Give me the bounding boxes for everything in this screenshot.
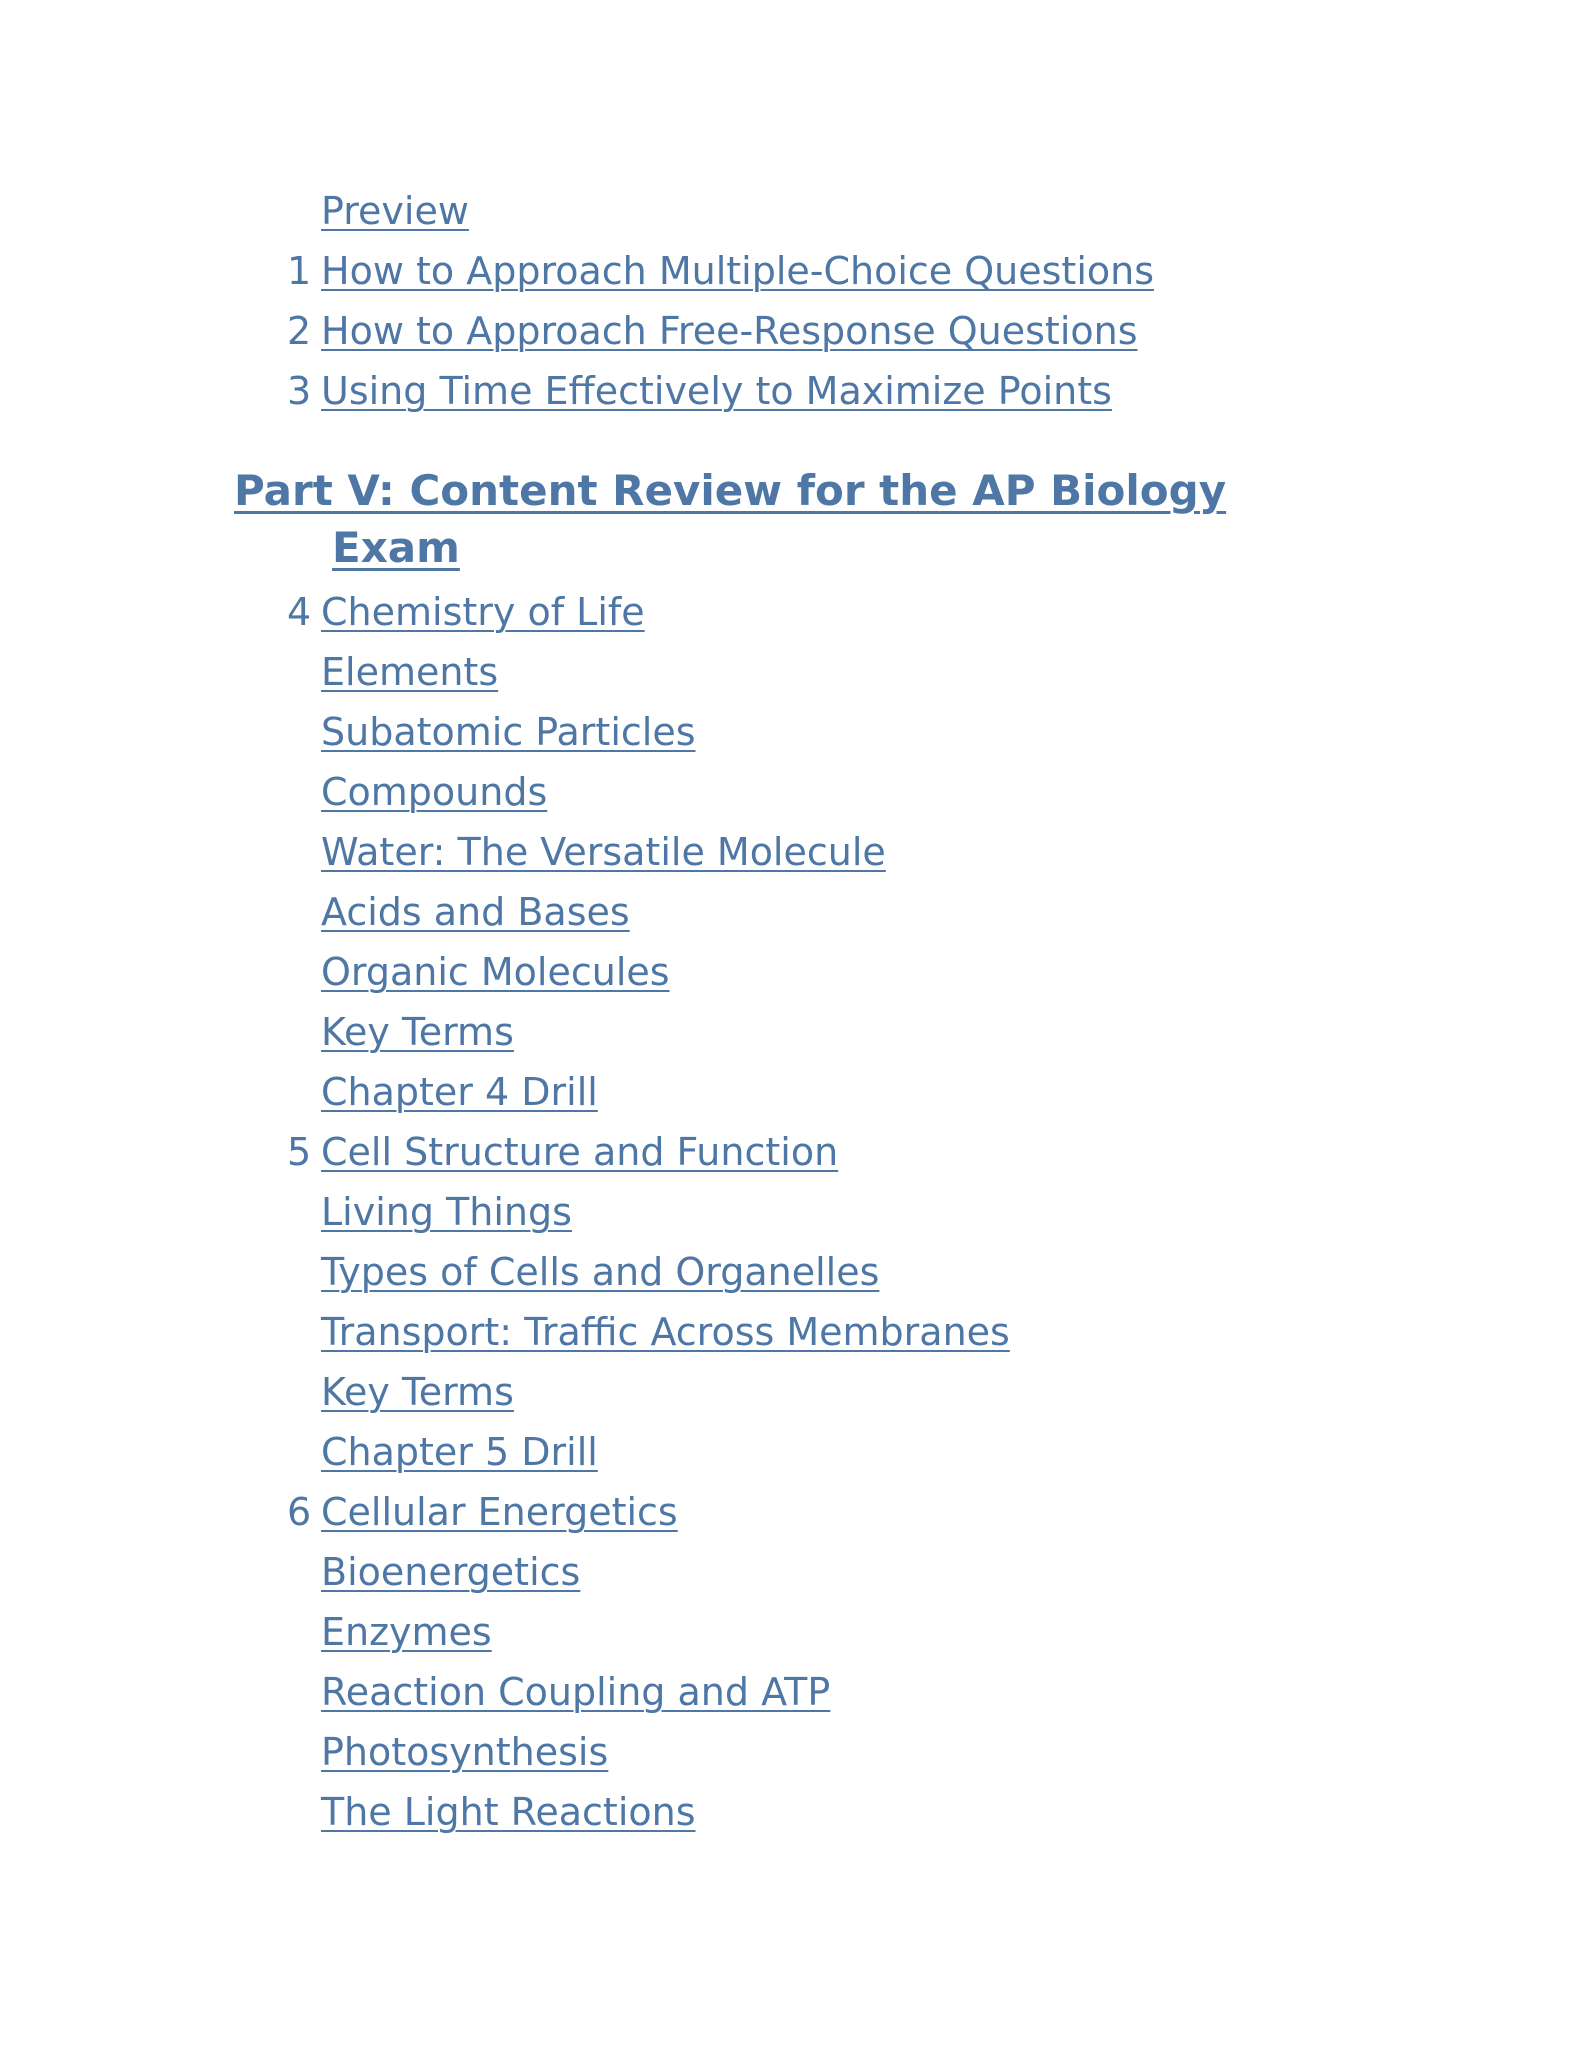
toc-entry-number: 1 — [287, 249, 312, 293]
toc-link-section[interactable]: Enzymes — [321, 1610, 492, 1654]
part-heading-line-1: Part V: Content Review for the AP Biology — [234, 466, 1227, 515]
toc-link-section[interactable]: Key Terms — [321, 1370, 514, 1414]
part-heading-line-2: Exam — [332, 523, 460, 572]
toc-entry-number: 2 — [287, 309, 312, 353]
toc-link-section[interactable]: Living Things — [321, 1190, 572, 1234]
toc-link-section[interactable]: Reaction Coupling and ATP — [321, 1670, 831, 1714]
toc-link-section[interactable]: The Light Reactions — [321, 1790, 696, 1834]
toc-link-chapter-5[interactable]: Cell Structure and Function — [321, 1130, 839, 1174]
toc-entry-number: 4 — [287, 590, 312, 634]
toc-entry-number: 3 — [287, 369, 312, 413]
toc-link-chapter-1[interactable]: How to Approach Multiple-Choice Questions — [321, 249, 1155, 293]
toc-link-section[interactable]: Chapter 5 Drill — [321, 1430, 598, 1474]
toc-link-section[interactable]: Organic Molecules — [321, 950, 670, 994]
toc-link-section[interactable]: Water: The Versatile Molecule — [321, 830, 886, 874]
toc-entry-number: 5 — [287, 1130, 312, 1174]
toc-link-section[interactable]: Photosynthesis — [321, 1730, 609, 1774]
toc-link-section[interactable]: Key Terms — [321, 1010, 514, 1054]
toc-link-section[interactable]: Elements — [321, 650, 499, 694]
toc-link-preview[interactable]: Preview — [321, 189, 469, 233]
toc-link-section[interactable]: Types of Cells and Organelles — [321, 1250, 880, 1294]
toc-link-section[interactable]: Transport: Traffic Across Membranes — [321, 1310, 1010, 1354]
toc-link-chapter-3[interactable]: Using Time Effectively to Maximize Points — [321, 369, 1112, 413]
toc-part-heading-link[interactable] — [234, 462, 1374, 576]
toc-link-section[interactable]: Subatomic Particles — [321, 710, 696, 754]
toc-link-chapter-4[interactable]: Chemistry of Life — [321, 590, 645, 634]
toc-link-section[interactable]: Compounds — [321, 770, 548, 814]
toc-link-chapter-6[interactable]: Cellular Energetics — [321, 1490, 678, 1534]
toc-link-section[interactable]: Acids and Bases — [321, 890, 630, 934]
toc-entry-number: 6 — [287, 1490, 312, 1534]
toc-link-section[interactable]: Chapter 4 Drill — [321, 1070, 598, 1114]
toc-link-chapter-2[interactable]: How to Approach Free-Response Questions — [321, 309, 1138, 353]
toc-link-section[interactable]: Bioenergetics — [321, 1550, 581, 1594]
